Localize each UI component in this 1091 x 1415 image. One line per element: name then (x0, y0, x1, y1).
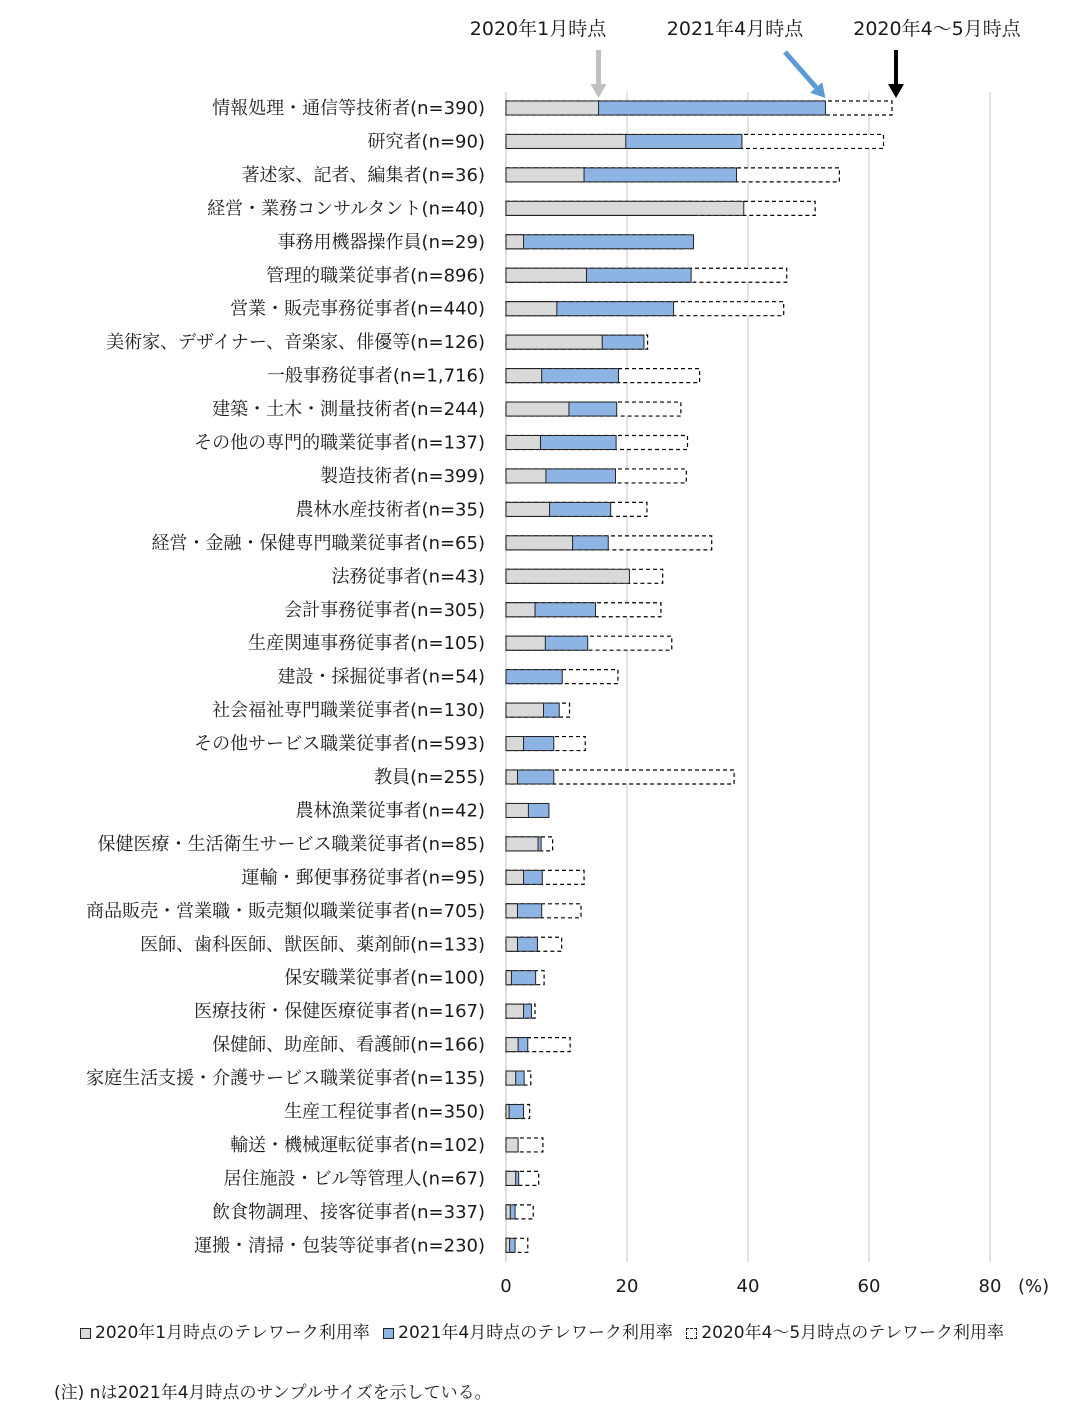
bar-jan2020 (506, 904, 517, 918)
category-label: 家庭生活支援・介護サービス職業従事者(n=135) (86, 1068, 485, 1090)
bar-jan2020 (506, 870, 524, 884)
bar-jan2020 (506, 369, 542, 383)
bar-jan2020 (506, 1038, 518, 1052)
category-label: 教員(n=255) (374, 767, 485, 788)
category-label: 研究者(n=90) (367, 131, 485, 153)
category-label: 医療技術・保健医療従事者(n=167) (194, 1001, 485, 1023)
bar-jan2020 (506, 1071, 516, 1085)
x-tick-label: 0 (500, 1276, 512, 1297)
bar-jan2020 (506, 235, 524, 249)
footnote: (注) nは2021年4月時点のサンプルサイズを示している。 (54, 1383, 492, 1403)
category-label: 保安職業従事者(n=100) (284, 967, 485, 989)
legend-item-apr2021 (383, 1318, 673, 1343)
x-tick-label: 80 (978, 1276, 1002, 1297)
category-label: 一般事務従事者(n=1,716) (266, 365, 485, 387)
category-label: 医師、歯科医師、獣医師、薬剤師(n=133) (140, 934, 485, 956)
legend-swatch-apr2021 (383, 1328, 394, 1339)
bars (506, 101, 892, 1252)
arrow-may2020-head (888, 84, 904, 98)
bar-apr2021 (506, 670, 562, 684)
category-label: 農林水産技術者(n=35) (295, 499, 485, 521)
bar-jan2020 (506, 268, 586, 282)
category-label: 建設・採掘従事者(n=54) (277, 666, 485, 688)
category-label: 商品販売・営業職・販売類似職業従事者(n=705) (86, 900, 485, 922)
bar-jan2020 (506, 1238, 510, 1252)
category-label: 経営・業務コンサルタント(n=40) (207, 198, 485, 220)
x-unit-label: (%) (1018, 1276, 1050, 1297)
bar-jan2020 (506, 603, 535, 617)
top-label-may2020: 2020年4～5月時点 (853, 18, 1021, 40)
bar-jan2020 (506, 502, 550, 516)
category-label: 建築・土木・測量技術者(n=244) (212, 399, 485, 421)
category-label: 管理的職業従事者(n=896) (266, 265, 485, 287)
legend (80, 1318, 1012, 1343)
category-label: 会計事務従事者(n=305) (284, 599, 485, 621)
bar-jan2020 (506, 302, 557, 316)
bar-jan2020 (506, 1205, 510, 1219)
bar-jan2020 (506, 971, 511, 985)
bar-jan2020 (506, 402, 569, 416)
category-label: 営業・販売事務従事者(n=440) (230, 298, 485, 320)
category-label: 運搬・清掃・包装等従事者(n=230) (194, 1235, 485, 1257)
bar-jan2020 (506, 134, 626, 148)
bar-jan2020 (506, 937, 517, 951)
category-label: その他サービス職業従事者(n=593) (194, 733, 485, 755)
category-label: 情報処理・通信等技術者(n=390) (212, 98, 485, 119)
category-label: 保健医療・生活衛生サービス職業従事者(n=85) (97, 833, 485, 855)
category-label: 保健師、助産師、看護師(n=166) (212, 1034, 485, 1056)
bar-jan2020 (506, 1138, 518, 1152)
category-labels (86, 97, 485, 1256)
bar-jan2020 (506, 335, 602, 349)
bar-jan2020 (506, 168, 584, 182)
category-label: 生産工程従事者(n=350) (284, 1101, 485, 1123)
bar-jan2020 (506, 803, 528, 817)
category-label: 著述家、記者、編集者(n=36) (241, 164, 485, 186)
arrow-apr2021-shaft (785, 52, 816, 87)
bar-jan2020 (506, 536, 573, 550)
bar-jan2020 (506, 636, 545, 650)
x-tick-label: 20 (615, 1276, 639, 1297)
category-label: 輸送・機械運転従事者(n=102) (230, 1134, 485, 1156)
bar-jan2020 (506, 1171, 516, 1185)
arrow-jan2020-head (591, 84, 607, 98)
x-tick-label: 60 (857, 1276, 881, 1297)
category-label: 社会福祉専門職業従事者(n=130) (212, 700, 485, 722)
top-markers (470, 18, 1022, 98)
category-label: 法務従事者(n=43) (331, 566, 485, 588)
legend-label-jan2020: 2020年1月時点のテレワーク利用率 (95, 1323, 370, 1343)
x-tick-label: 40 (736, 1276, 760, 1297)
category-label: 経営・金融・保健専門職業従事者(n=65) (151, 532, 485, 554)
category-label: 生産関連事務従事者(n=105) (248, 633, 485, 655)
top-label-jan2020: 2020年1月時点 (469, 18, 607, 40)
bar-jan2020 (506, 469, 546, 483)
bar-jan2020 (506, 436, 540, 450)
category-label: 事務用機器操作員(n=29) (277, 231, 485, 253)
legend-item-may2020 (686, 1318, 1004, 1343)
category-label: 運輸・郵便事務従事者(n=95) (241, 867, 485, 889)
category-label: 美術家、デザイナー、音楽家、俳優等(n=126) (106, 332, 485, 354)
category-label: その他の専門的職業従事者(n=137) (194, 432, 485, 454)
bar-jan2020 (506, 201, 744, 215)
category-label: 飲食物調理、接客従事者(n=337) (212, 1201, 485, 1223)
bar-jan2020 (506, 770, 517, 784)
top-label-apr2021: 2021年4月時点 (666, 18, 804, 40)
legend-swatch-jan2020 (80, 1328, 91, 1339)
bar-jan2020 (506, 1105, 509, 1119)
bar-jan2020 (506, 1004, 524, 1018)
bar-apr2021 (506, 235, 694, 249)
bar-jan2020 (506, 101, 599, 115)
legend-label-may2020: 2020年4～5月時点のテレワーク利用率 (701, 1323, 1004, 1343)
legend-swatch-may2020 (686, 1328, 697, 1339)
legend-label-apr2021: 2021年4月時点のテレワーク利用率 (398, 1323, 673, 1343)
category-label: 居住施設・ビル等管理人(n=67) (223, 1168, 485, 1190)
x-axis (500, 1276, 1049, 1297)
bar-jan2020 (506, 837, 538, 851)
bar-jan2020 (506, 737, 524, 751)
category-label: 製造技術者(n=399) (320, 465, 485, 487)
category-label: 農林漁業従事者(n=42) (295, 800, 485, 822)
bar-jan2020 (506, 569, 629, 583)
legend-item-jan2020 (80, 1318, 370, 1343)
bar-jan2020 (506, 703, 544, 717)
